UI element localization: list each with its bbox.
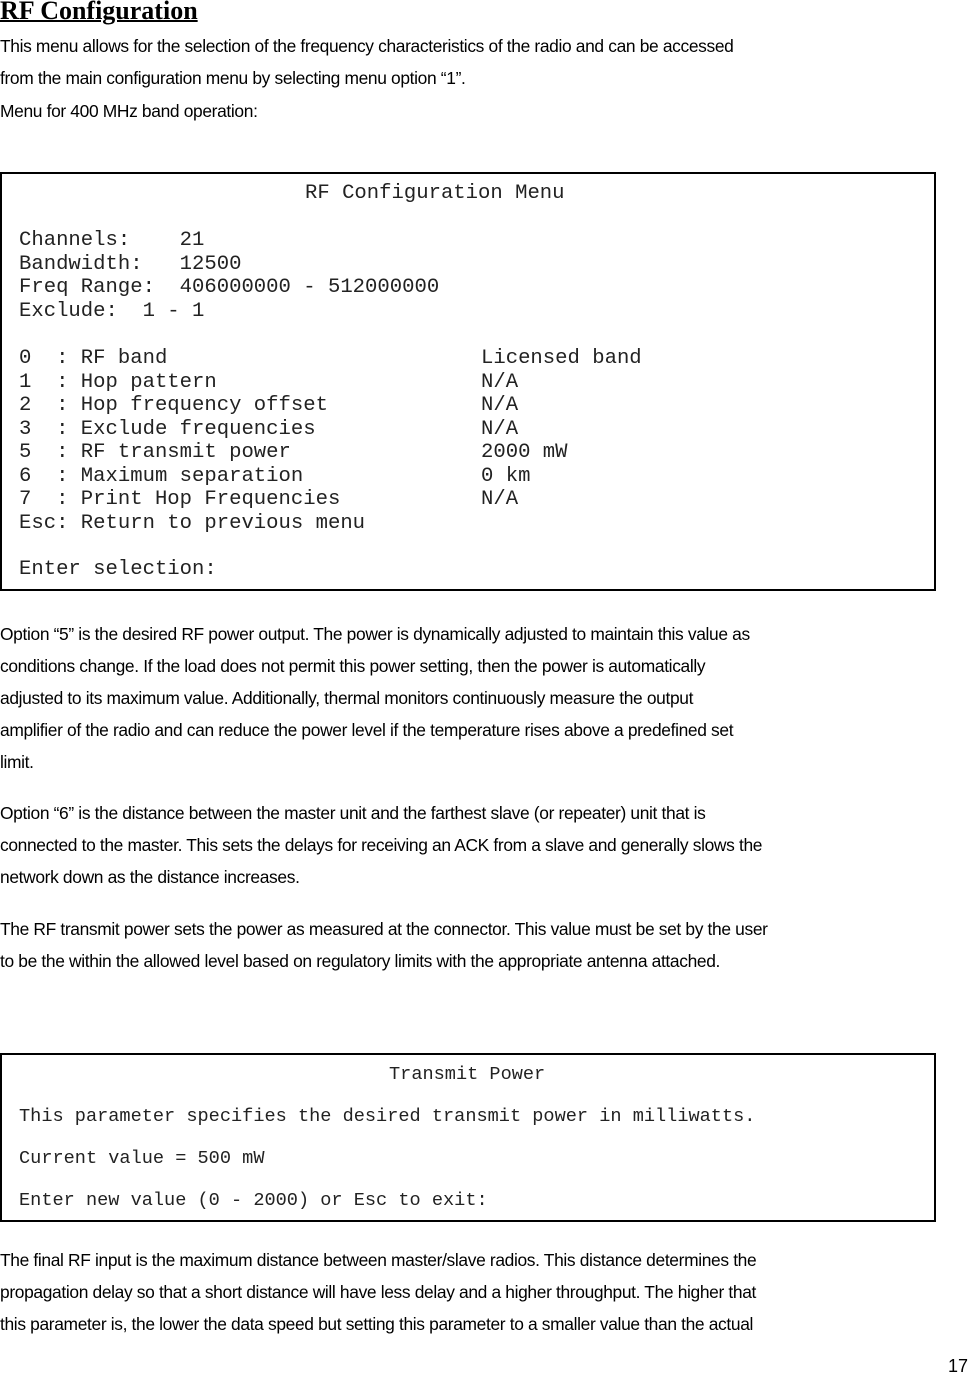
menu-item-key: 0 : RF band <box>19 347 168 370</box>
menu-item-key: 2 : Hop frequency offset <box>19 394 328 417</box>
text-line: this parameter is, the lower the data speed but setting this parameter to a smaller value than the actual <box>0 1314 754 1334</box>
tx-current-value: Current value = 500 mW <box>19 1148 265 1169</box>
page-number: 17 <box>947 1356 968 1376</box>
tx-title: Transmit Power <box>389 1064 546 1085</box>
txpower-paragraph <box>0 913 768 977</box>
info-channels: Channels: 21 <box>19 229 205 252</box>
text-line: This menu allows for the selection of the frequency characteristics of the radio and can be accessed <box>0 36 734 56</box>
info-exclude: Exclude: 1 - 1 <box>19 299 205 323</box>
menu-item-key: 3 : Exclude frequencies <box>19 417 316 441</box>
menu-title: RF Configuration Menu <box>305 182 565 205</box>
tx-description: This parameter specifies the desired transmit power in milliwatts. <box>19 1106 756 1127</box>
menu-item-value: N/A <box>481 394 519 417</box>
text-line: limit. <box>0 752 34 772</box>
menu-item-value: N/A <box>481 370 519 394</box>
text-line: amplifier of the radio and can reduce the power level if the temperature rises above a predefined set <box>0 720 734 740</box>
option6-paragraph <box>0 797 762 893</box>
menu-item-key: 1 : Hop pattern <box>19 370 217 394</box>
text-line: connected to the master. This sets the delays for receiving an ACK from a slave and generally slows the <box>0 835 763 855</box>
text-line: propagation delay so that a short distance will have less delay and a higher throughput. The higher that <box>0 1282 757 1302</box>
text-line: to be the within the allowed level based on regulatory limits with the appropriate antenna attached. <box>0 951 721 971</box>
text-line: Option “5” is the desired RF power output. The power is dynamically adjusted to maintain this value as <box>0 624 750 644</box>
text-line: adjusted to its maximum value. Additionally, thermal monitors continuously measure the output <box>0 688 694 708</box>
menu-item-value: 2000 mW <box>481 441 568 464</box>
info-bandwidth: Bandwidth: 12500 <box>19 252 242 276</box>
menu-label: Menu for 400 MHz band operation: <box>0 101 258 121</box>
menu-item-key: 6 : Maximum separation <box>19 464 304 488</box>
final-paragraph <box>0 1244 756 1340</box>
option5-paragraph <box>0 618 750 778</box>
text-line: Option “6” is the distance between the master unit and the farthest slave (or repeater) unit that is <box>0 803 706 823</box>
tx-prompt: Enter new value (0 - 2000) or Esc to exit: <box>19 1190 488 1211</box>
menu-item-value: 0 km <box>481 464 531 488</box>
menu-item-key: 7 : Print Hop Frequencies <box>19 488 341 511</box>
text-line: The RF transmit power sets the power as measured at the connector. This value must be set by the user <box>0 919 768 939</box>
menu-item-value: N/A <box>481 417 519 441</box>
text-line: from the main configuration menu by selecting menu option “1”. <box>0 68 466 88</box>
text-line: network down as the distance increases. <box>0 867 300 887</box>
info-freq-range: Freq Range: 406000000 - 512000000 <box>19 276 440 299</box>
menu-item-key: 5 : RF transmit power <box>19 441 291 464</box>
menu-item-value: Licensed band <box>481 347 642 370</box>
text-line: The final RF input is the maximum distance between master/slave radios. This distance determines the <box>0 1250 757 1270</box>
section-heading: RF Configuration <box>0 0 198 25</box>
text-line: conditions change. If the load does not permit this power setting, then the power is automatically <box>0 656 706 676</box>
intro-paragraph <box>0 30 734 94</box>
transmit-power-box <box>0 1053 936 1222</box>
menu-item-value: N/A <box>481 488 519 511</box>
menu-prompt: Enter selection: <box>19 558 217 581</box>
menu-esc: Esc: Return to previous menu <box>19 511 366 535</box>
rf-configuration-menu-box <box>0 172 936 591</box>
